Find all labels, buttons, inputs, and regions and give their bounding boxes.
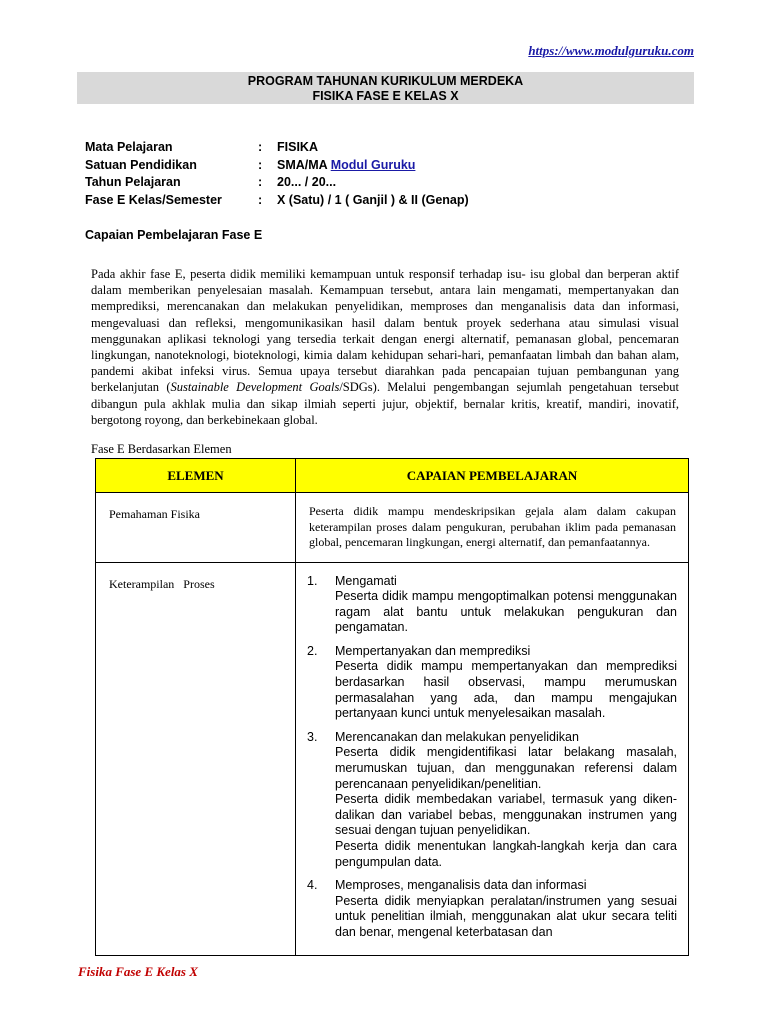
meta-row bbox=[85, 139, 469, 157]
header-capaian: CAPAIAN PEMBELAJARAN bbox=[296, 459, 689, 493]
step-title: Mengamati bbox=[335, 573, 397, 588]
meta-label: Mata Pelajaran bbox=[85, 140, 173, 154]
site-url-link[interactable]: https://www.modulguruku.com bbox=[528, 43, 694, 58]
step-paragraph: Peserta didik menentukan langkah-langkah kerja dan cara pengumpulan data. bbox=[335, 839, 677, 869]
page-footer: Fisika Fase E Kelas X bbox=[78, 964, 198, 979]
list-item bbox=[307, 644, 677, 722]
step-body bbox=[335, 574, 677, 636]
step-paragraph: Peserta didik mengidentifikasi latar belakang masalah, merumuskan tujuan, dan menggunakan referensi dalam perencanaan penyelidikan/penelitian. bbox=[335, 745, 677, 791]
meta-label: Fase E Kelas/Semester bbox=[85, 192, 222, 207]
step-title: Mempertanyakan dan memprediksi bbox=[335, 643, 531, 658]
meta-row bbox=[85, 157, 469, 175]
list-item bbox=[307, 878, 677, 940]
intro-text-1: Pada akhir fase E, peserta didik memiliki kemampuan untuk responsif terhadap isu- isu global dan berperan aktif dalam memberikan penyelesaian masalah. Kemampuan tersebut, antara lain mengamati, mempertanyakan dan memprediksi, merencanakan dan melakukan penyelidikan, memproses dan menganalisis data dan informasi, mengevaluasi dan refleksi, mengomunikasikan hasil dalam bentuk proyek sederhana atau simulasi visual menggunakan aplikasi teknologi yang tersedia terkait dengan energi alternatif, pemanasan global, pencemaran lingkungan, nanoteknologi, bioteknologi, kimia dalam kehidupan sehari-hari, pemanfaatan limbah dan bahan alam, pandemi akibat infeksi virus. Semua upaya tersebut diarahkan pada pencapaian tujuan pembangunan yang berkelanjutan ( bbox=[91, 267, 679, 395]
meta-value-text: SMA/MA bbox=[277, 157, 331, 172]
list-item bbox=[307, 574, 677, 636]
meta-colon: : bbox=[258, 175, 263, 189]
meta-value: FISIKA bbox=[277, 140, 318, 154]
table-row bbox=[96, 493, 689, 563]
intro-text-2: /SDGs). Melalui pengembangan sejumlah pengetahuan tersebut dibangun pula akhlak mulia dan sikap ilmiah seperti jujur, objektif, bernalar kritis, kreatif, mandiri, inovatif, bergotong royong, dan berkebinekaan global. bbox=[91, 380, 679, 427]
meta-value: 20... / 20... bbox=[277, 175, 337, 189]
meta-info bbox=[85, 139, 469, 209]
elemen-name: Pemahaman Fisika bbox=[109, 507, 200, 521]
step-list bbox=[297, 564, 687, 941]
step-title: Merencanakan dan melakukan penyelidikan bbox=[335, 729, 579, 744]
meta-colon: : bbox=[258, 157, 263, 172]
meta-value: X (Satu) / 1 ( Ganjil ) & II (Genap) bbox=[277, 192, 469, 207]
table-header-row bbox=[96, 459, 689, 493]
step-number: 1. bbox=[307, 573, 318, 588]
meta-colon: : bbox=[258, 192, 263, 207]
capaian-cell bbox=[296, 493, 689, 563]
step-paragraph: Peserta didik mampu mempertanyakan dan memprediksi berdasarkan hasil observasi, mampu merumuskan permasalahan yang ada, dan mampu mengajukan pertanyaan kunci untuk menyelesaikan masalah. bbox=[335, 659, 677, 721]
intro-paragraph bbox=[91, 266, 679, 428]
step-number: 3. bbox=[307, 729, 318, 744]
section-heading: Capaian Pembelajaran Fase E bbox=[85, 228, 263, 242]
meta-row bbox=[85, 174, 469, 192]
meta-label: Tahun Pelajaran bbox=[85, 175, 181, 189]
step-paragraph: Peserta didik membedakan variabel, termasuk yang diken- dalikan dan variabel bebas, menggunakan instrumen yang sesuai dengan tujuan penyelidikan. bbox=[335, 792, 677, 838]
capaian-cell bbox=[296, 562, 689, 955]
meta-colon: : bbox=[258, 140, 263, 154]
modul-guruku-link[interactable]: Modul Guruku bbox=[330, 157, 416, 172]
step-number: 2. bbox=[307, 643, 318, 658]
title-line-2: FISIKA FASE E KELAS X bbox=[312, 89, 459, 103]
meta-label: Satuan Pendidikan bbox=[85, 157, 197, 172]
document-title bbox=[77, 72, 694, 104]
elemen-name: Keterampilan Proses bbox=[109, 576, 215, 591]
subheading: Fase E Berdasarkan Elemen bbox=[91, 442, 232, 456]
capaian-text: Peserta didik mampu mendeskripsikan gejala alam dalam cakupan keterampilan proses dalam pengukuran, perubahan iklim pada pemanasan global, pencemaran lingkungan, energi alternatif, dan pemanfaatannya. bbox=[309, 504, 676, 549]
meta-value bbox=[277, 158, 415, 172]
step-body bbox=[335, 878, 677, 940]
step-number: 4. bbox=[307, 878, 318, 893]
elemen-cell bbox=[96, 493, 296, 563]
step-title: Memproses, menganalisis data dan informasi bbox=[335, 878, 587, 893]
title-line-1: PROGRAM TAHUNAN KURIKULUM MERDEKA bbox=[247, 74, 524, 88]
step-paragraph: Peserta didik mampu mengoptimalkan potensi menggunakan ragam alat bantu untuk melakukan pengukuran dan pengamatan. bbox=[335, 589, 677, 635]
intro-italic: Sustainable Development Goals bbox=[170, 380, 340, 395]
step-body bbox=[335, 644, 677, 722]
step-body bbox=[335, 730, 677, 870]
list-item bbox=[307, 730, 677, 870]
elemen-table bbox=[95, 458, 689, 956]
header-elemen: ELEMEN bbox=[96, 459, 296, 493]
meta-row bbox=[85, 192, 469, 210]
step-paragraph: Peserta didik menyiapkan peralatan/instrumen yang sesuai untuk penelitian ilmiah, menggunakan alat ukur secara teliti dan benar, mengenal keterbatasan dan bbox=[335, 893, 677, 939]
table-row bbox=[96, 562, 689, 955]
elemen-cell bbox=[96, 562, 296, 955]
